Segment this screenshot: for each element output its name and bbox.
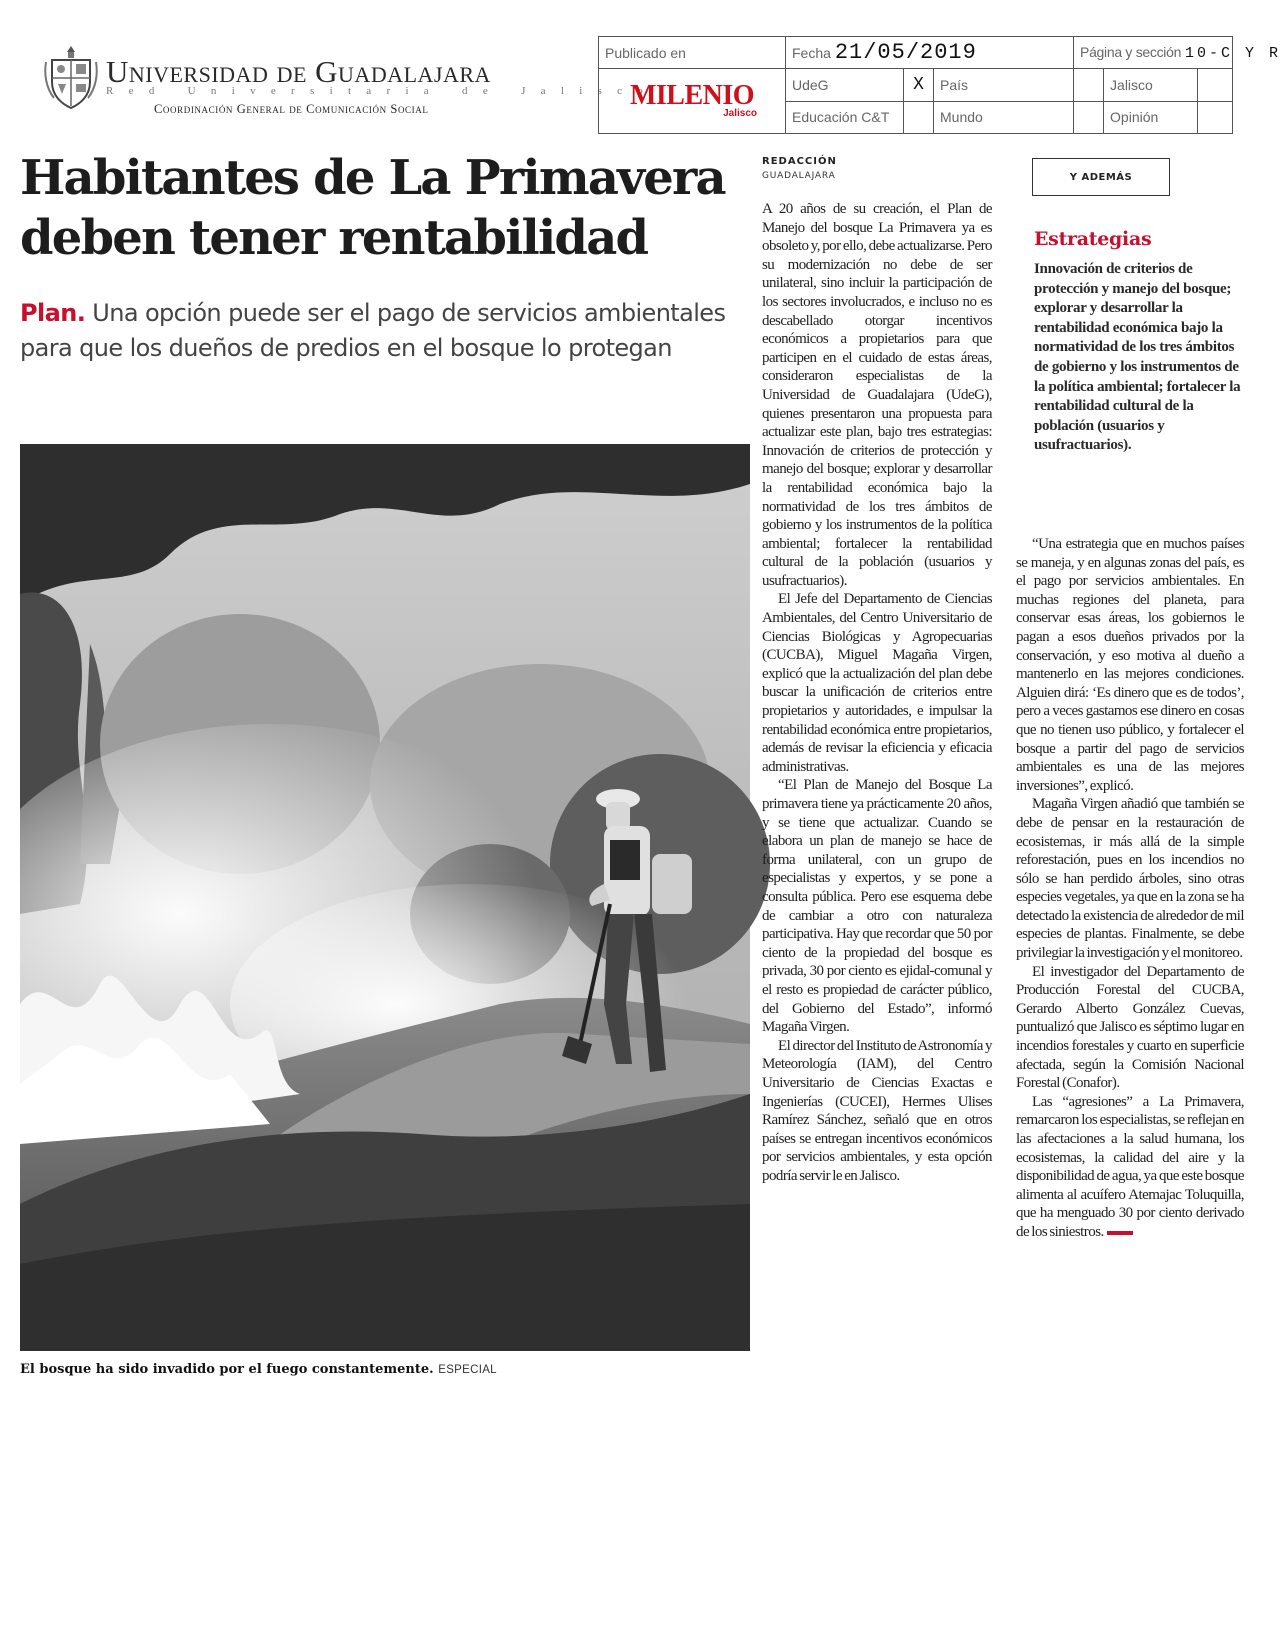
headline: Habitantes de La Primavera deben tener rentabilidad	[20, 150, 725, 266]
body-paragraph: A 20 años de su creación, el Plan de Manejo del bosque La Primavera ya es obsoleto y, por ello, debe actualizarse. Pero su modernización no debe de ser unilateral, sino incluir la participación de los sectores involucrados, e incluso no es descabellado otorgar incentivos económicos a propietarios para que participen en el cuidado de estas áreas, consideraron especialistas de la Universidad de Guadalajara (UdeG), quienes presentaron una propuesta para actualizar este plan, bajo tres estrategias: Innovación de criterios de protección y manejo del bosque; explorar y desarrollar la rentabilidad económica bajo la normatividad de los tres ámbitos de gobierno y los instrumentos de la política ambiental; fortalecer la rentabilidad cultural de la población (usuarios y usufractuarios).	[762, 201, 992, 589]
dateline: GUADALAJARA	[762, 171, 836, 181]
date-label: Fecha	[792, 45, 831, 62]
section-opinion: Opinión	[1104, 101, 1198, 133]
byline: REDACCIÓN	[762, 156, 837, 167]
page-section-value: 10-C Y R	[1184, 44, 1281, 62]
section-jalisco: Jalisco	[1104, 69, 1198, 101]
university-network: Red Universitaria de Jalisco	[106, 85, 659, 97]
page-section-label: Página y sección	[1080, 43, 1182, 60]
end-mark-icon	[1107, 1231, 1133, 1235]
photo-credit: ESPECIAL	[438, 1364, 497, 1376]
section-pais-mark	[1074, 69, 1104, 101]
section-educacion-mark	[904, 101, 934, 133]
article-body-column-1	[762, 200, 992, 1185]
section-educacion: Educación C&T	[786, 101, 904, 133]
section-pais: País	[934, 69, 1074, 101]
outlet-name: MILENIO	[629, 80, 755, 112]
section-mundo-mark	[1074, 101, 1104, 133]
y-ademas-box: Y ADEMÁS	[1032, 158, 1170, 196]
section-udeg-mark: X	[904, 69, 934, 101]
section-opinion-mark	[1198, 101, 1233, 133]
body-paragraph: El director del Instituto de Astronomía y Meteorología (IAM), del Centro Universitario de Ciencias Exactas e Ingenierías (CUCEI), Hermes Ulises Ramírez Sánchez, señaló que en otros países se entregan incentivos económicos por servicios ambientales, y esta opción podría servir le en Jalisco.	[762, 1037, 992, 1184]
body-paragraph: “Una estrategia que en muchos países se maneja, y en algunas zonas del país, es el pago por servicios ambientales. En muchas regiones del planeta, para conservar esas áreas, los gobiernos le pagan a esos dueños privados por la conservación, y eso motiva al dueño a mantenerlo en las mejores condiciones. Alguien dirá: ‘Es dinero que es de todos’, pero a veces gastamos ese dinero en cosas que no tienen uso público, y fortalecer el bosque a partir del pago de servicios ambientales es una de las mejores inversiones”, explicó.	[1016, 536, 1244, 794]
communication-office: Coordinación General de Comunicación Social	[154, 102, 429, 116]
forest-fire-photo-illustration	[20, 444, 750, 1351]
body-paragraph	[1016, 1093, 1244, 1242]
sidebar-text: Innovación de criterios de protección y manejo del bosque; explorar y desarrollar la rentabilidad económica bajo la normatividad de los tres ámbitos de gobierno y los instrumentos de la política ambiental; fortalecer la rentabilidad cultural de la población (usuarios y usufractuarios).	[1034, 261, 1241, 454]
publication-date: 21/05/2019	[834, 40, 977, 66]
publication-info-table	[598, 36, 1281, 134]
sidebar-title: Estrategias	[1034, 228, 1152, 250]
photo-caption	[20, 1362, 750, 1377]
body-paragraph: Magaña Virgen añadió que también se debe de pensar en la restauración de ecosistemas, ir más allá de la simple reforestación, pues en los incendios no sólo se han perdido árboles, sino otras especies vegetales, ya que en la zona se ha detectado la existencia de alrededor de mil especies de plantas. Finalmente, se debe privilegiar la investigación y el monitoreo.	[1016, 796, 1244, 962]
subheadline	[20, 296, 740, 366]
kicker: Plan.	[20, 299, 86, 327]
published-in-label: Publicado en	[599, 37, 786, 69]
body-paragraph: “El Plan de Manejo del Bosque La primavera tiene ya prácticamente 20 años, y se tiene que actualizar. Cuando se elabora un plan de manejo se hace de forma unilateral, con un grupo de especialistas y expertos, y se pone a consulta pública. Pero ese esquema debe de cambiar a otro con naturaleza participativa. Hay que recordar que 50 por ciento de la propiedad del bosque es privada, 30 por ciento es ejidal-comunal y el resto es propiedad de carácter público, del Gobierno del Estado”, informó Magaña Virgen.	[762, 777, 992, 1036]
outlet-logo	[599, 69, 786, 134]
body-paragraph: El investigador del Departamento de Producción Forestal del CUCBA, Gerardo Alberto González Cuevas, puntualizó que Jalisco es séptimo lugar en incendios forestales y cuarto en superficie afectada, según la Comisión Nacional Forestal (Conafor).	[1016, 963, 1244, 1092]
body-paragraph-text: Las “agresiones” a La Primavera, remarcaron los especialistas, se reflejan en las afectaciones a la salud humana, los ecosistemas, la calidad del aire y la disponibilidad de agua, ya que este bosque alimenta al acuífero Atemajac Toluquilla, que ha menguado 30 por ciento derivado de los siniestros.	[1016, 1093, 1244, 1240]
body-paragraph: El Jefe del Departamento de Ciencias Ambientales, del Centro Universitario de Ciencias Biológicas y Agropecuarias (CUCBA), Miguel Magaña Virgen, explicó que la actualización del plan debe buscar la unificación de criterios entre propietarios y autoridades, e impulsar la rentabilidad económica entre propietarios, además de revisar la eficiencia y eficacia administrativas.	[762, 591, 992, 775]
subhead-text: Una opción puede ser el pago de servicios ambientales para que los dueños de predios en el bosque lo protegan	[20, 299, 726, 362]
section-mundo: Mundo	[934, 101, 1074, 133]
section-jalisco-mark	[1198, 69, 1233, 101]
forest-fire-photo	[20, 444, 750, 1351]
section-udeg: UdeG	[786, 69, 904, 101]
university-name: Universidad de Guadalajara	[106, 54, 491, 89]
university-crest-icon	[44, 44, 98, 110]
article-body-column-2	[1016, 535, 1244, 1242]
photo-caption-text: El bosque ha sido invadido por el fuego constantemente.	[20, 1362, 434, 1377]
outlet-edition: Jalisco	[723, 108, 757, 120]
